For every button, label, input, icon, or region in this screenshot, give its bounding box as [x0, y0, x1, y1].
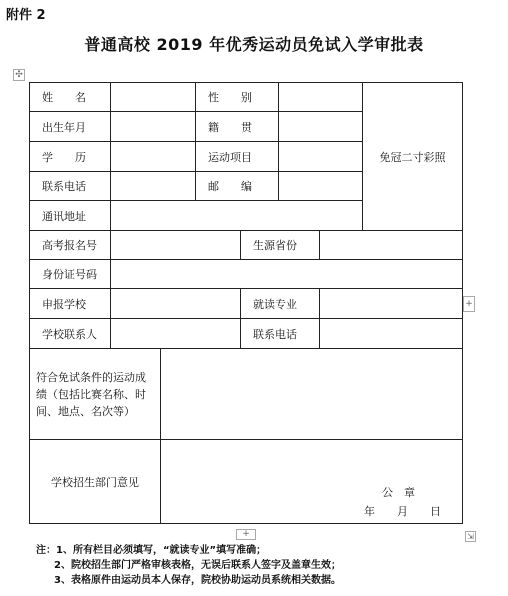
add-row-icon[interactable]: + [236, 529, 256, 540]
address-value[interactable] [110, 200, 363, 231]
date-label: 年 月 日 [364, 505, 441, 518]
major-label: 就读专业 [240, 288, 320, 319]
postcode-label: 邮 编 [195, 171, 279, 201]
note-3: 3、表格原件由运动员本人保存，院校协助运动员系统相关数据。 [54, 575, 341, 586]
school-contact-value[interactable] [110, 318, 241, 349]
birth-value[interactable] [110, 111, 196, 142]
id-number-value[interactable] [110, 259, 463, 289]
native-place-label: 籍 贯 [195, 111, 279, 142]
photo-placeholder: 免冠二寸彩照 [362, 82, 463, 231]
major-value[interactable] [319, 288, 463, 319]
admission-opinion-label: 学校招生部门意见 [29, 439, 161, 524]
education-value[interactable] [110, 141, 196, 172]
school-contact-label: 学校联系人 [29, 318, 111, 349]
native-place-value[interactable] [278, 111, 363, 142]
add-column-icon[interactable]: + [463, 296, 475, 312]
note-1: 注：1、所有栏目必须填写，“就读专业”填写准确； [36, 545, 267, 556]
id-number-label: 身份证号码 [29, 259, 111, 289]
origin-province-value[interactable] [319, 230, 463, 260]
resize-icon[interactable]: ⇲ [465, 531, 476, 542]
apply-school-label: 申报学校 [29, 288, 111, 319]
approval-form-table [29, 82, 463, 524]
admission-opinion-value[interactable] [160, 439, 463, 524]
postcode-value[interactable] [278, 171, 363, 201]
apply-school-value[interactable] [110, 288, 241, 319]
education-label: 学 历 [29, 141, 111, 172]
contact-phone-value[interactable] [110, 171, 196, 201]
name-value[interactable] [110, 82, 196, 112]
sport-value[interactable] [278, 141, 363, 172]
origin-province-label: 生源省份 [240, 230, 320, 260]
achievements-value[interactable] [160, 348, 463, 440]
seal-label: 公 章 [382, 486, 415, 499]
gender-label: 性 别 [195, 82, 279, 112]
contact-phone-label: 联系电话 [29, 171, 111, 201]
name-label: 姓 名 [29, 82, 111, 112]
note-2: 2、院校招生部门严格审核表格，无误后联系人签字及盖章生效； [54, 560, 341, 571]
address-label: 通讯地址 [29, 200, 111, 231]
school-phone-label: 联系电话 [240, 318, 320, 349]
achievements-label: 符合免试条件的运动成绩（包括比赛名称、时间、地点、名次等） [29, 348, 161, 440]
annex-label: 附件 2 [6, 8, 46, 23]
form-title: 普通高校 2019 年优秀运动员免试入学审批表 [84, 35, 424, 54]
school-phone-value[interactable] [319, 318, 463, 349]
sport-label: 运动项目 [195, 141, 279, 172]
exam-number-value[interactable] [110, 230, 241, 260]
gender-value[interactable] [278, 82, 363, 112]
exam-number-label: 高考报名号 [29, 230, 111, 260]
move-icon[interactable]: ✣ [13, 69, 25, 81]
birth-label: 出生年月 [29, 111, 111, 142]
